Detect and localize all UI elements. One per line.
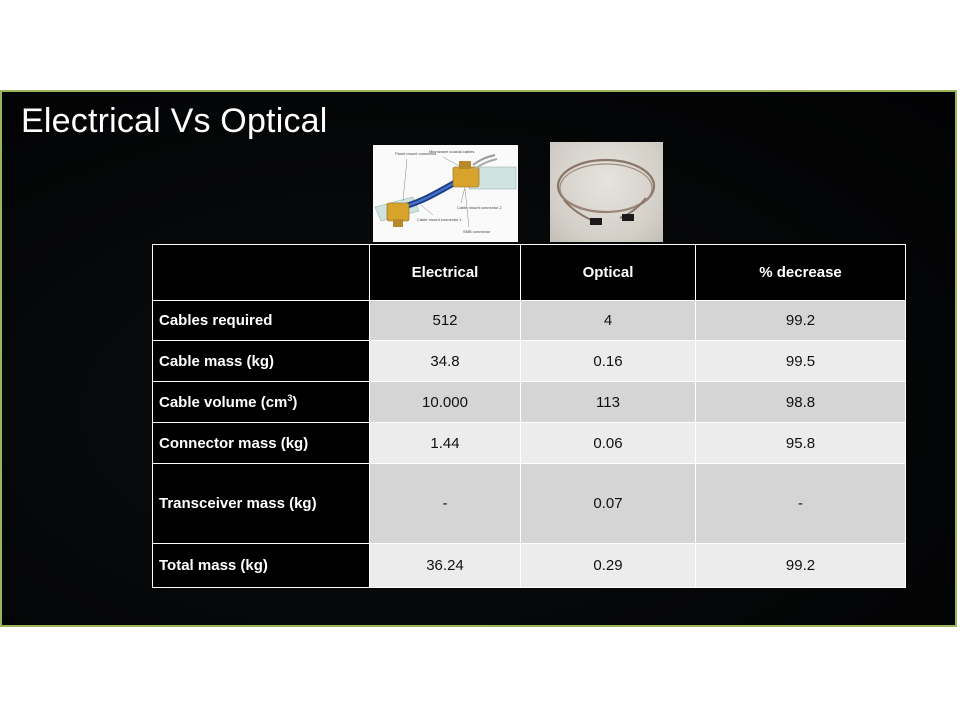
table-row <box>153 423 906 464</box>
header-optical: Optical <box>521 245 696 301</box>
row-label-superscript: 3 <box>287 393 293 403</box>
cell-optical: 0.16 <box>521 341 696 382</box>
cell-optical: 0.06 <box>521 423 696 464</box>
cell-decrease: 99.2 <box>696 301 906 341</box>
callout-panel-mount: Panel mount connector <box>395 151 437 156</box>
cell-decrease: - <box>696 464 906 544</box>
callout-microwave-cables: Microwave coaxial cables <box>429 149 475 154</box>
row-label: Transceiver mass (kg) <box>153 464 370 544</box>
table-row <box>153 301 906 341</box>
cell-electrical: 1.44 <box>370 423 521 464</box>
cell-electrical: 512 <box>370 301 521 341</box>
row-label: Cables required <box>153 301 370 341</box>
cell-optical: 0.07 <box>521 464 696 544</box>
optical-cable-illustration <box>550 142 663 242</box>
row-label-suffix: ) <box>292 394 298 411</box>
callout-smb-connector: SMB connector <box>463 229 491 234</box>
header-decrease: % decrease <box>696 245 906 301</box>
table-row <box>153 382 906 423</box>
cell-decrease: 99.2 <box>696 544 906 588</box>
row-label: Connector mass (kg) <box>153 423 370 464</box>
table-row <box>153 341 906 382</box>
table-header-row <box>153 245 906 301</box>
callout-cable-mount-1: Cable mount connector 1 <box>417 217 462 222</box>
cell-decrease: 99.5 <box>696 341 906 382</box>
row-label-volume <box>153 382 370 423</box>
cell-optical: 4 <box>521 301 696 341</box>
table-row <box>153 544 906 588</box>
electrical-cable-illustration <box>373 145 518 242</box>
cell-optical: 113 <box>521 382 696 423</box>
cell-decrease: 95.8 <box>696 423 906 464</box>
cell-electrical: 36.24 <box>370 544 521 588</box>
cell-optical: 0.29 <box>521 544 696 588</box>
header-electrical: Electrical <box>370 245 521 301</box>
table-row <box>153 464 906 544</box>
row-label: Total mass (kg) <box>153 544 370 588</box>
slide-title: Electrical Vs Optical <box>21 102 328 140</box>
cell-electrical: - <box>370 464 521 544</box>
cell-electrical: 34.8 <box>370 341 521 382</box>
electrical-cable-assembly-image <box>373 145 518 242</box>
comparison-table <box>152 244 906 588</box>
row-label-text: Cable volume (cm <box>159 394 288 411</box>
header-blank <box>153 245 370 301</box>
optical-fiber-cable-image <box>550 142 663 242</box>
slide <box>0 90 957 627</box>
row-label: Cable mass (kg) <box>153 341 370 382</box>
cell-electrical: 10.000 <box>370 382 521 423</box>
callout-cable-mount-2: Cable mount connector 2 <box>457 205 502 210</box>
cell-decrease: 98.8 <box>696 382 906 423</box>
